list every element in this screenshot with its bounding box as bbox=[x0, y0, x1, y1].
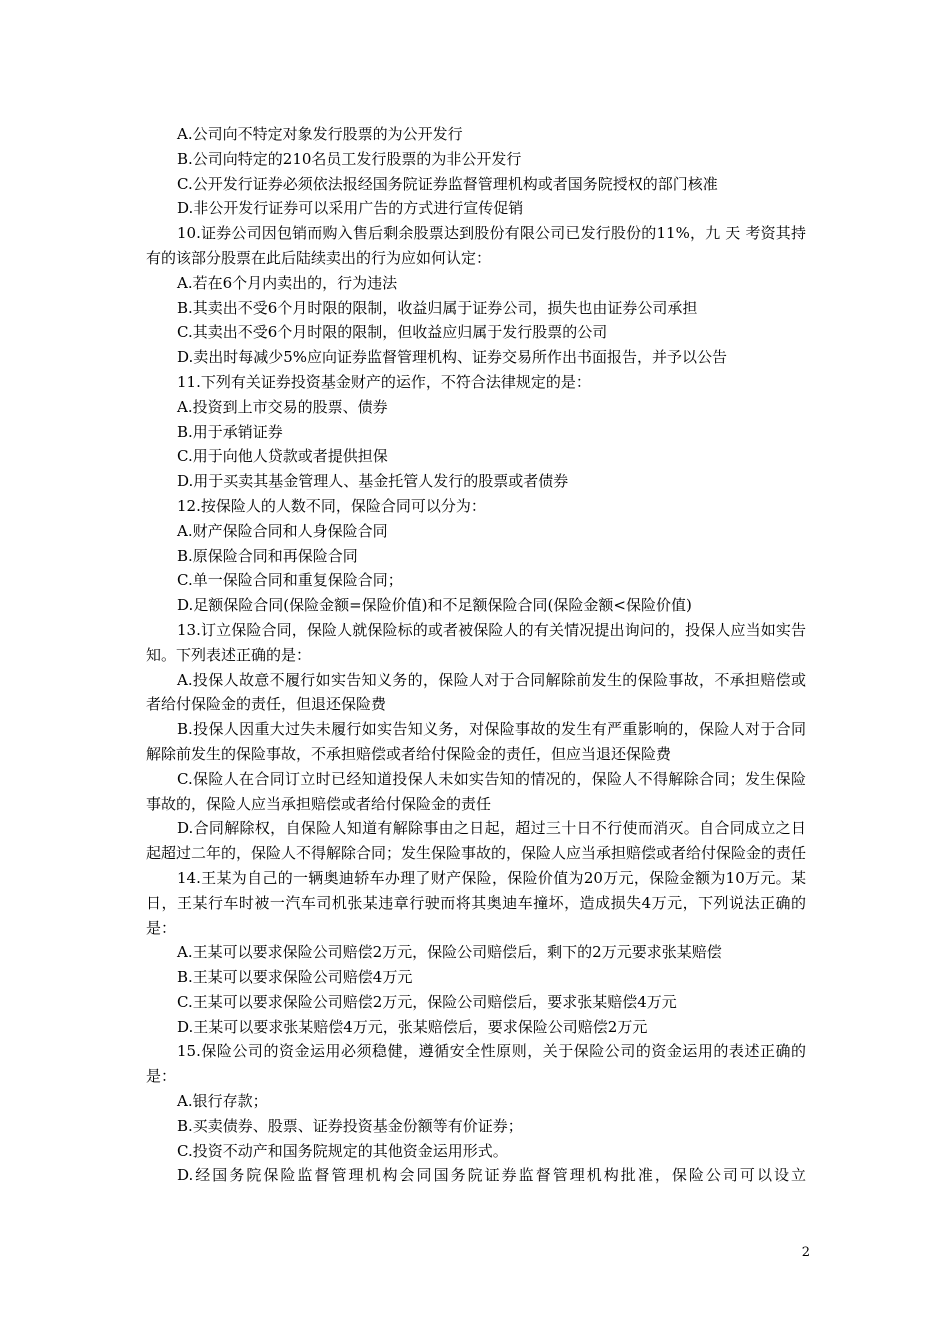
paragraph: B.原保险合同和再保险合同 bbox=[177, 546, 358, 565]
paragraph: A.财产保险合同和人身保险合同 bbox=[177, 521, 388, 540]
question-10: 10.证券公司因包销而购入售后剩余股票达到股份有限公司已发行股份的11%，九 天 考资其持有的该部分股票在此后陆续卖出的行为应如何认定： bbox=[146, 224, 806, 267]
paragraph: D.足额保险合同(保险金额=保险价值)和不足额保险合同(保险金额<保险价值) bbox=[177, 596, 692, 615]
paragraph: C.王某可以要求保险公司赔偿2万元，保险公司赔偿后，要求张某赔偿4万元 bbox=[177, 992, 677, 1011]
paragraph: D.王某可以要求张某赔偿4万元，张某赔偿后，要求保险公司赔偿2万元 bbox=[177, 1017, 648, 1036]
paragraph: C.投资不动产和国务院规定的其他资金运用形式。 bbox=[177, 1141, 508, 1160]
paragraph: D.经国务院保险监督管理机构会同国务院证券监督管理机构批准，保险公司可以设立 bbox=[177, 1166, 806, 1185]
body-text bbox=[146, 122, 806, 1188]
paragraph: D.用于买卖其基金管理人、基金托管人发行的股票或者债券 bbox=[177, 472, 569, 491]
paragraph: A.银行存款； bbox=[177, 1092, 268, 1111]
paragraph: A.若在6个月内卖出的，行为违法 bbox=[177, 273, 398, 292]
question-14: 14.王某为自己的一辆奥迪轿车办理了财产保险，保险价值为20万元，保险金额为10万元。某日，王某行车时被一汽车司机张某违章行驶而将其奥迪车撞坏，造成损失4万元，下列说法正确的是： bbox=[146, 868, 806, 937]
paragraph: D.非公开发行证券可以采用广告的方式进行宣传促销 bbox=[177, 199, 524, 218]
paragraph: B.王某可以要求保险公司赔偿4万元 bbox=[177, 968, 413, 987]
paragraph: B.其卖出不受6个月时限的限制，收益归属于证券公司，损失也由证券公司承担 bbox=[177, 298, 698, 317]
paragraph: D.卖出时每减少5%应向证券监督管理机构、证券交易所作出书面报告，并予以公告 bbox=[177, 348, 728, 367]
paragraph: A.公司向不特定对象发行股票的为公开发行 bbox=[177, 125, 463, 143]
paragraph: A.王某可以要求保险公司赔偿2万元，保险公司赔偿后，剩下的2万元要求张某赔偿 bbox=[177, 943, 722, 962]
paragraph: B.买卖债券、股票、证券投资基金份额等有价证券； bbox=[177, 1116, 523, 1135]
question-11: 11.下列有关证券投资基金财产的运作，不符合法律规定的是： bbox=[177, 372, 591, 391]
question-12: 12.按保险人的人数不同，保险合同可以分为： bbox=[177, 496, 486, 515]
paragraph: C.公开发行证券必须依法报经国务院证券监督管理机构或者国务院授权的部门核准 bbox=[177, 174, 718, 193]
paragraph: B.公司向特定的210名员工发行股票的为非公开发行 bbox=[177, 149, 522, 168]
paragraph: C.保险人在合同订立时已经知道投保人未如实告知的情况的，保险人不得解除合同；发生保险事故的，保险人应当承担赔偿或者给付保险金的责任 bbox=[146, 769, 806, 813]
page-number: 2 bbox=[801, 1245, 810, 1260]
paragraph: D.合同解除权，自保险人知道有解除事由之日起，超过三十日不行使而消灭。自合同成立之日起超过二年的，保险人不得解除合同；发生保险事故的，保险人应当承担赔偿或者给付保险金的责任 bbox=[146, 819, 807, 863]
paragraph: A.投保人故意不履行如实告知义务的，保险人对于合同解除前发生的保险事故，不承担赔偿或者给付保险金的责任，但退还保险费 bbox=[146, 670, 806, 714]
paragraph: B.用于承销证券 bbox=[177, 422, 283, 441]
paragraph: B.投保人因重大过失未履行如实告知义务，对保险事故的发生有严重影响的，保险人对于合同解除前发生的保险事故，不承担赔偿或者给付保险金的责任，但应当退还保险费 bbox=[146, 720, 806, 763]
paragraph: A.投资到上市交易的股票、债券 bbox=[177, 397, 388, 416]
paragraph: C.其卖出不受6个月时限的限制，但收益应归属于发行股票的公司 bbox=[177, 323, 608, 342]
paragraph: C.单一保险合同和重复保险合同； bbox=[177, 571, 403, 590]
paragraph: C.用于向他人贷款或者提供担保 bbox=[177, 447, 388, 466]
question-15: 15.保险公司的资金运用必须稳健，遵循安全性原则，关于保险公司的资金运用的表述正确的是： bbox=[146, 1042, 806, 1086]
question-13: 13.订立保险合同，保险人就保险标的或者被保险人的有关情况提出询问的，投保人应当如实告知。下列表述正确的是： bbox=[146, 620, 806, 664]
